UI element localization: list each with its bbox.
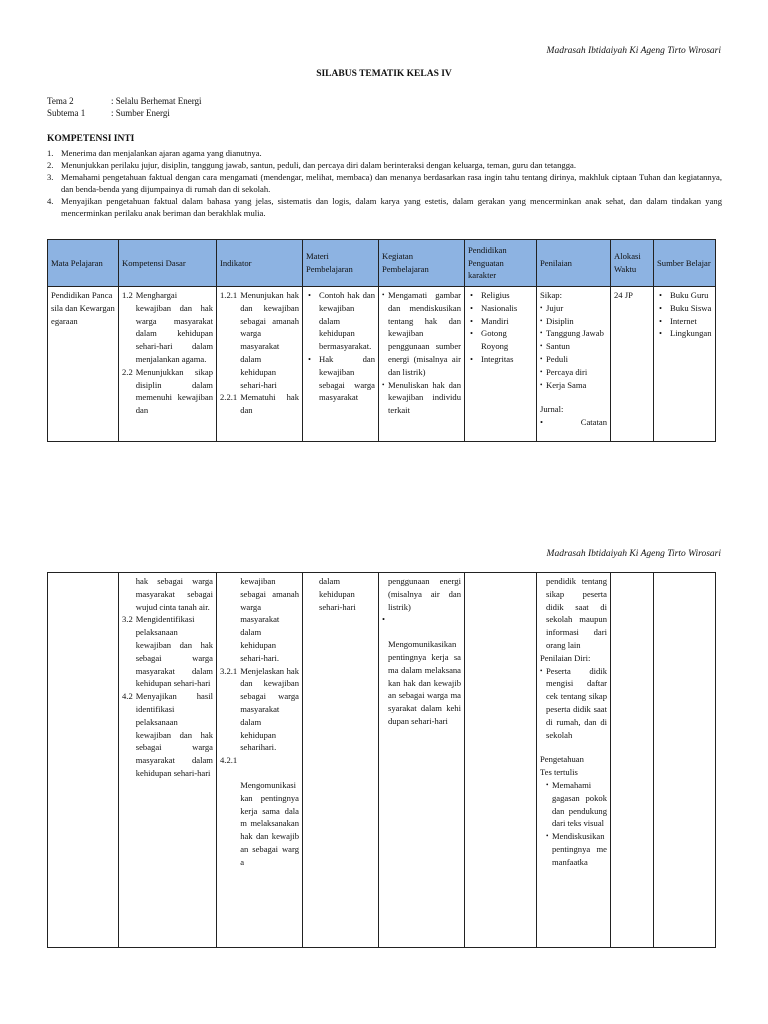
kegiatan-item: • Menuliskan hak dan kewajiban individu terkait [382, 379, 461, 417]
table-header-row [48, 240, 716, 287]
cell-kegiatan [379, 573, 465, 948]
pengetahuan-heading: Pengetahuan [540, 754, 584, 765]
syllabus-table-continued [47, 572, 716, 948]
penilaian-item: • Santun [540, 340, 607, 353]
cell-kd [119, 573, 217, 948]
penilaian-item: • Disiplin [540, 315, 607, 328]
cell-kegiatan [379, 287, 465, 442]
jurnal-heading: Jurnal: [540, 404, 564, 415]
cell-karakter [465, 573, 537, 948]
karakter-item: • Gotong Royong [468, 327, 533, 353]
cell-alokasi [611, 287, 654, 442]
indikator-item [220, 754, 299, 767]
sumber-item: • Buku Siswa [657, 302, 712, 315]
kegiatan-item: • Mengamati gambar dan mendiskusikan tentang hak dan kewajiban penggunaan sumber energi (misalnya air dan listrik) [382, 289, 461, 379]
kd-text: Mengidentifikasi pelaksanaan kewajiban dan hak sebagai warga masyarakat dalam kehidupan sehari-hari [135, 614, 213, 689]
indikator-number: 1.2.1 [220, 290, 238, 300]
kd-number: 2.2 [122, 366, 133, 377]
table-row [48, 287, 716, 442]
col-header-kegiatan: Kegiatan Pembelajaran [379, 240, 465, 287]
indikator-number: 3.2.1 [220, 665, 238, 676]
ki-item [47, 171, 722, 195]
page-header: Madrasah Ibtidaiyah Ki Ageng Tirto Wirosari [546, 549, 721, 559]
indikator-text: Mematuhi hak dan [240, 392, 299, 416]
kd-text: Menghargai kewajiban dan hak warga masyarakat dalam kehidupan sehari-hari dalam menjalankan agama. [135, 290, 213, 364]
ki-text: Menunjukkan perilaku jujur, disiplin, tanggung jawab, santun, peduli, dan percaya diri dalam berinteraksi dengan keluarga, teman, guru dan tetangga. [61, 160, 576, 170]
kd-text: Menyajikan hasil identifikasi pelaksanaan kewajiban dan hak sebagai warga masyarakat dalam kehidupan sehari-hari [135, 691, 213, 778]
ki-text: Menyajikan pengetahuan faktual dalam bahasa yang jelas, sistematis dan logis, dalam karya yang estetis, dalam gerakan yang mencerminkan anak sehat, dan dalam tindakan yang mencerminkan perilaku anak beriman dan berakhlak mulia. [61, 196, 722, 218]
ki-list [47, 147, 722, 219]
sumber-item: • Lingkungan [657, 327, 712, 340]
col-header-alokasi: Alokasi Waktu [611, 240, 654, 287]
subtheme-row [47, 107, 202, 119]
karakter-item: • Religius [468, 289, 533, 302]
indikator-text: kewajiban sebagai amanah warga masyarakat dalam kehidupan sehari-hari. [240, 576, 299, 663]
karakter-item: • Nasionalis [468, 302, 533, 315]
col-header-sumber: Sumber Belajar [654, 240, 716, 287]
indikator-number: 2.2.1 [220, 392, 238, 403]
cell-kd [119, 287, 217, 442]
karakter-item: • Integritas [468, 353, 533, 366]
theme-info [47, 95, 202, 119]
penilaian-heading: Sikap: [540, 290, 562, 300]
ki-text: Menerima dan menjalankan ajaran agama yang dianutnya. [61, 148, 262, 158]
indikator-text: Menunjukan hak dan kewajiban sebagai amanah warga masyarakat dalam kehidupan sehari-hari [240, 290, 299, 390]
ki-heading: KOMPETENSI INTI [47, 134, 135, 144]
ki-item [47, 159, 722, 171]
ki-number: 4. [47, 196, 54, 206]
tes-item-text: Mendiskusikan pentingnya memanfaatka [552, 831, 607, 867]
indikator-text: Mengomunikasikan pentingnya kerja sama dalam melaksanakan hak dan kewajiban sebagai warga [240, 779, 299, 867]
cell-penilaian: Sikap: • Jujur • Disiplin • Tanggung Jawab • Santun • Peduli • Percaya diri • Kerja Sama Jurnal: • Catatan [537, 287, 611, 442]
cell-materi [303, 573, 379, 948]
cell-alokasi [611, 573, 654, 948]
kd-number: 4.2 [122, 691, 133, 702]
kd-item [122, 613, 213, 690]
kegiatan-continued: penggunaan energi (misalnya air dan listrik) [388, 576, 461, 612]
ki-text: Memahami pengetahuan faktual dengan cara mengamati (mendengar, melihat, membaca) dan menanya berdasarkan rasa ingin tahu tentang dirinya, makhluk ciptaan Tuhan dan kegiatannya, dan benda-benda yang dijumpainya di rumah dan di sekolah. [61, 172, 722, 194]
col-header-karakter: Pendidikan Penguatan karakter [465, 240, 537, 287]
sumber-item: • Buku Guru [657, 289, 712, 302]
subtheme-value: : Sumber Energi [111, 108, 170, 118]
indikator-number: 4.2.1 [220, 755, 238, 766]
subtheme-label: Subtema 1 [47, 108, 86, 118]
col-header-indikator: Indikator [217, 240, 303, 287]
penilaian-item: • Percaya diri [540, 366, 607, 379]
page-header: Madrasah Ibtidaiyah Ki Ageng Tirto Wirosari [546, 46, 721, 56]
sumber-item: • Internet [657, 315, 712, 328]
alokasi-text: 24 JP [614, 290, 633, 300]
cell-sumber [654, 573, 716, 948]
col-header-materi: Materi Pembelajaran [303, 240, 379, 287]
kd-number: 3.2 [122, 614, 133, 625]
ki-item [47, 195, 722, 219]
penilaian-item: • Tanggung Jawab [540, 327, 607, 340]
kd-text: hak sebagai warga masyarakat sebagai wujud cinta tanah air. [135, 576, 213, 612]
ki-item [47, 147, 722, 159]
document-title: SILABUS TEMATIK KELAS IV [316, 69, 452, 79]
kd-item [122, 289, 213, 366]
penilaian-item: • Jujur [540, 302, 607, 315]
penilaian-item: • Kerja Sama [540, 379, 607, 392]
jurnal-item: Catatan [580, 417, 607, 428]
kd-item [122, 690, 213, 780]
materi-continued: dalam kehidupan sehari-hari [319, 576, 356, 612]
theme-label: Tema 2 [47, 96, 74, 106]
kd-continued [122, 575, 213, 613]
kd-item [122, 366, 213, 417]
mapel-text: Pendidikan Pancasila dan Kewarganegaraan [51, 290, 115, 326]
col-header-mapel: Mata Pelajaran [48, 240, 119, 287]
ki-number: 2. [47, 160, 54, 170]
penilaian-diri-heading: Penilaian Diri: [540, 652, 591, 663]
tes-item: • Memahami gagasan pokok dan pendukung dari teks visual [546, 779, 607, 830]
cell-sumber [654, 287, 716, 442]
materi-item: • Hak dan kewajiban sebagai warga masyarakat [306, 353, 375, 404]
col-header-penilaian: Penilaian [537, 240, 611, 287]
penilaian-item: • Peduli [540, 353, 607, 366]
cell-mapel [48, 573, 119, 948]
cell-penilaian [537, 573, 611, 948]
table-row [48, 573, 716, 948]
indikator-item [220, 391, 299, 417]
penilaian-diri-item: • Peserta didik mengisi daftar cek tentang sikap peserta didik saat di rumah, dan di sekolah [540, 665, 607, 742]
kd-number: 1.2 [122, 290, 133, 300]
ki-number: 3. [47, 172, 54, 182]
col-header-kd: Kompetensi Dasar [119, 240, 217, 287]
syllabus-table [47, 239, 716, 442]
kegiatan-item: Mengomunikasikan pentingnya kerja sama dalam melaksanakan hak dan kewajiban sebagai warga masyarakat dalam kehidupan sehari-hari [388, 639, 461, 726]
ki-number: 1. [47, 148, 54, 158]
cell-materi [303, 287, 379, 442]
kegiatan-bullet: • [382, 614, 386, 625]
cell-mapel [48, 287, 119, 442]
penilaian-continued: pendidik tentang sikap peserta didik saat di sekolah maupun informasi dari orang lain [546, 576, 607, 650]
tes-heading: Tes tertulis [540, 767, 578, 778]
indikator-item [220, 289, 299, 391]
theme-value: : Selalu Berhemat Energi [111, 96, 202, 106]
cell-indikator [217, 573, 303, 948]
indikator-continued [220, 575, 299, 665]
indikator-item [220, 665, 299, 755]
materi-item: • Contoh hak dan kewajiban dalam kehidupan bermasyarakat. [306, 289, 375, 353]
indikator-text-block [220, 779, 299, 869]
cell-karakter [465, 287, 537, 442]
theme-row [47, 95, 202, 107]
karakter-item: • Mandiri [468, 315, 533, 328]
kd-text: Menunjukkan sikap disiplin dalam memenuhi kewajiban dan [135, 366, 213, 416]
indikator-text: Menjelaskan hak dan kewajiban sebagai warga masyarakat dalam kehidupan seharihari. [240, 665, 299, 753]
cell-indikator [217, 287, 303, 442]
